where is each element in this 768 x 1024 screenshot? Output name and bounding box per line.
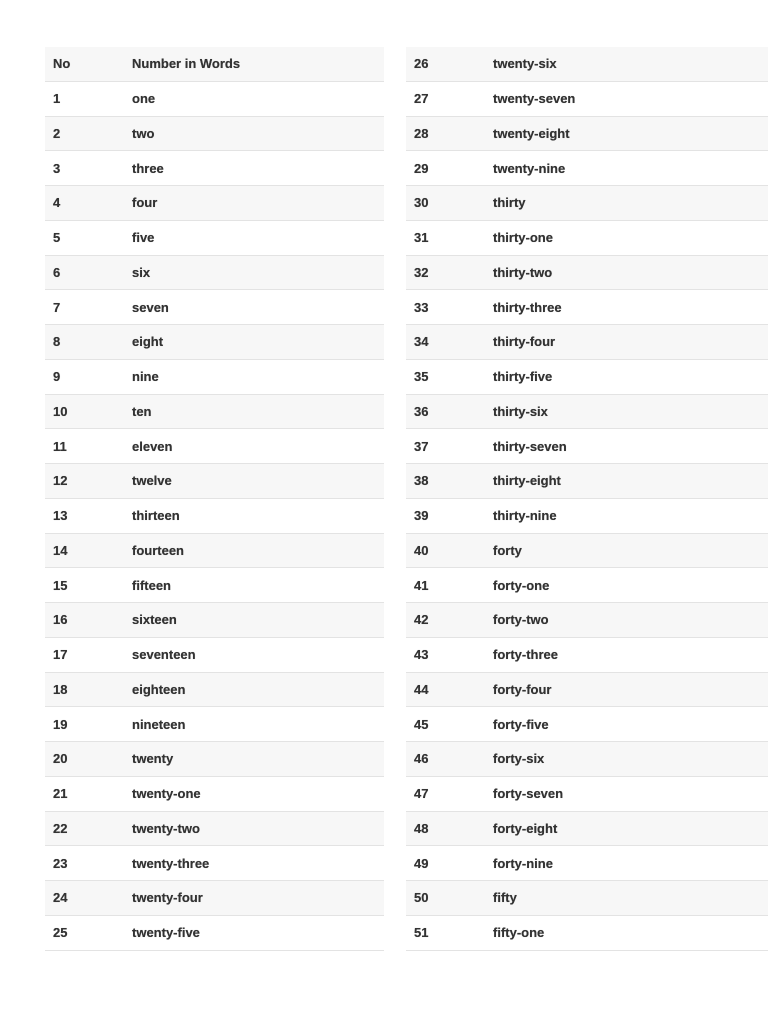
row-number-in-words: twenty-three (132, 855, 210, 871)
table-row (45, 499, 384, 534)
row-number: 26 (414, 56, 429, 72)
row-number-in-words: three (132, 160, 164, 176)
row-number-in-words: thirty-five (493, 369, 553, 385)
row-number: 25 (53, 925, 68, 941)
row-number: 8 (53, 334, 61, 350)
row-number-in-words: forty-nine (493, 855, 553, 871)
row-number-in-words: thirteen (132, 508, 180, 524)
row-number: 23 (53, 855, 68, 871)
table-row (406, 916, 768, 951)
row-number-in-words: sixteen (132, 612, 177, 628)
row-number: 4 (53, 195, 61, 211)
row-number-in-words: thirty-nine (493, 508, 557, 524)
row-number-in-words: twenty-five (132, 925, 200, 941)
row-number-in-words: fifty (493, 890, 517, 906)
table-row (406, 82, 768, 117)
table-row (406, 360, 768, 395)
row-number: 12 (53, 473, 68, 489)
table-row (45, 707, 384, 742)
row-number-in-words: thirty-one (493, 230, 553, 246)
numbers-table-right (406, 47, 768, 951)
table-row (406, 47, 768, 82)
table-row (406, 290, 768, 325)
row-number-in-words: thirty-three (493, 299, 562, 315)
row-number: 46 (414, 751, 429, 767)
row-number: 44 (414, 681, 429, 697)
row-number-in-words: five (132, 230, 155, 246)
row-number: 6 (53, 264, 61, 280)
row-number-in-words: six (132, 264, 151, 280)
row-number: 18 (53, 681, 68, 697)
table-row (45, 881, 384, 916)
row-number: 42 (414, 612, 429, 628)
table-row (45, 117, 384, 152)
row-number-in-words: twenty-two (132, 820, 200, 836)
table-row (406, 499, 768, 534)
table-row (406, 464, 768, 499)
row-number: 36 (414, 403, 429, 419)
row-number-in-words: twenty-one (132, 786, 201, 802)
row-number: 43 (414, 647, 429, 663)
table-row (406, 638, 768, 673)
table-row (45, 464, 384, 499)
row-number: 38 (414, 473, 429, 489)
row-number-in-words: forty-eight (493, 820, 558, 836)
table-row (406, 429, 768, 464)
table-row (406, 151, 768, 186)
row-number: 7 (53, 299, 61, 315)
row-number-in-words: twenty-seven (493, 91, 576, 107)
row-number: 45 (414, 716, 429, 732)
table-row (406, 117, 768, 152)
table-row (45, 82, 384, 117)
row-number-in-words: twenty-four (132, 890, 203, 906)
row-number-in-words: eighteen (132, 681, 186, 697)
row-number-in-words: forty-seven (493, 786, 564, 802)
row-number-in-words: thirty-seven (493, 438, 567, 454)
row-number-in-words: seventeen (132, 647, 196, 663)
header-no: No (53, 56, 71, 72)
table-row (45, 603, 384, 638)
row-number-in-words: thirty-four (493, 334, 556, 350)
table-row (45, 221, 384, 256)
row-number-in-words: nine (132, 369, 159, 385)
table-row (45, 673, 384, 708)
row-number: 10 (53, 403, 68, 419)
row-number: 39 (414, 508, 429, 524)
table-row (406, 534, 768, 569)
row-number: 40 (414, 542, 429, 558)
table-row (45, 638, 384, 673)
row-number: 17 (53, 647, 68, 663)
row-number-in-words: eleven (132, 438, 173, 454)
row-number-in-words: fifty-one (493, 925, 545, 941)
row-number: 16 (53, 612, 68, 628)
table-row (45, 290, 384, 325)
table-row (45, 777, 384, 812)
row-number-in-words: forty-two (493, 612, 549, 628)
table-row (406, 568, 768, 603)
table-row (45, 534, 384, 569)
table-row (406, 395, 768, 430)
table-row (45, 916, 384, 951)
row-number-in-words: four (132, 195, 158, 211)
row-number: 33 (414, 299, 429, 315)
row-number: 2 (53, 125, 61, 141)
row-number-in-words: forty-five (493, 716, 549, 732)
table-row (406, 812, 768, 847)
row-number: 28 (414, 125, 429, 141)
table-row (45, 395, 384, 430)
row-number-in-words: twenty-six (493, 56, 557, 72)
row-number: 19 (53, 716, 68, 732)
row-number: 41 (414, 577, 429, 593)
row-number: 5 (53, 230, 61, 246)
table-header-row (45, 47, 384, 82)
table-row (406, 881, 768, 916)
table-row (45, 186, 384, 221)
row-number: 14 (53, 542, 68, 558)
table-row (406, 742, 768, 777)
table-row (45, 568, 384, 603)
table-row (45, 325, 384, 360)
row-number-in-words: one (132, 91, 156, 107)
row-number-in-words: thirty-two (493, 264, 553, 280)
row-number: 9 (53, 369, 61, 385)
table-row (406, 707, 768, 742)
row-number: 11 (53, 438, 67, 454)
row-number: 49 (414, 855, 429, 871)
row-number-in-words: twelve (132, 473, 172, 489)
row-number: 22 (53, 820, 68, 836)
table-row (45, 742, 384, 777)
table-row (45, 151, 384, 186)
row-number: 37 (414, 438, 429, 454)
row-number-in-words: fourteen (132, 542, 184, 558)
table-row (45, 429, 384, 464)
row-number: 32 (414, 264, 429, 280)
row-number-in-words: twenty-eight (493, 125, 570, 141)
row-number: 47 (414, 786, 429, 802)
table-row (406, 256, 768, 291)
row-number-in-words: twenty (132, 751, 174, 767)
row-number-in-words: forty-six (493, 751, 545, 767)
table-row (406, 603, 768, 638)
row-number: 31 (414, 230, 429, 246)
row-number: 51 (414, 925, 429, 941)
table-row (45, 846, 384, 881)
table-row (406, 186, 768, 221)
table-row (406, 777, 768, 812)
table-row (406, 846, 768, 881)
row-number-in-words: two (132, 125, 155, 141)
row-number-in-words: thirty-six (493, 403, 548, 419)
row-number-in-words: twenty-nine (493, 160, 566, 176)
row-number-in-words: forty-one (493, 577, 550, 593)
numbers-table-left (45, 47, 384, 951)
row-number: 35 (414, 369, 429, 385)
row-number: 50 (414, 890, 429, 906)
row-number-in-words: forty (493, 542, 522, 558)
row-number: 24 (53, 890, 68, 906)
row-number-in-words: eight (132, 334, 164, 350)
table-row (45, 360, 384, 395)
table-row (45, 256, 384, 291)
row-number-in-words: forty-four (493, 681, 552, 697)
row-number: 30 (414, 195, 429, 211)
row-number-in-words: thirty (493, 195, 526, 211)
table-row (406, 325, 768, 360)
row-number-in-words: forty-three (493, 647, 559, 663)
row-number-in-words: nineteen (132, 716, 186, 732)
row-number: 27 (414, 91, 429, 107)
row-number: 15 (53, 577, 68, 593)
row-number: 21 (53, 786, 68, 802)
row-number: 20 (53, 751, 68, 767)
row-number-in-words: seven (132, 299, 169, 315)
row-number: 48 (414, 820, 429, 836)
row-number-in-words: fifteen (132, 577, 171, 593)
table-row (406, 673, 768, 708)
row-number: 3 (53, 160, 61, 176)
row-number: 29 (414, 160, 429, 176)
row-number: 34 (414, 334, 429, 350)
row-number: 1 (53, 91, 61, 107)
table-row (406, 221, 768, 256)
row-number-in-words: ten (132, 403, 152, 419)
row-number: 13 (53, 508, 68, 524)
table-row (45, 812, 384, 847)
header-number-in-words: Number in Words (132, 56, 241, 72)
row-number-in-words: thirty-eight (493, 473, 561, 489)
